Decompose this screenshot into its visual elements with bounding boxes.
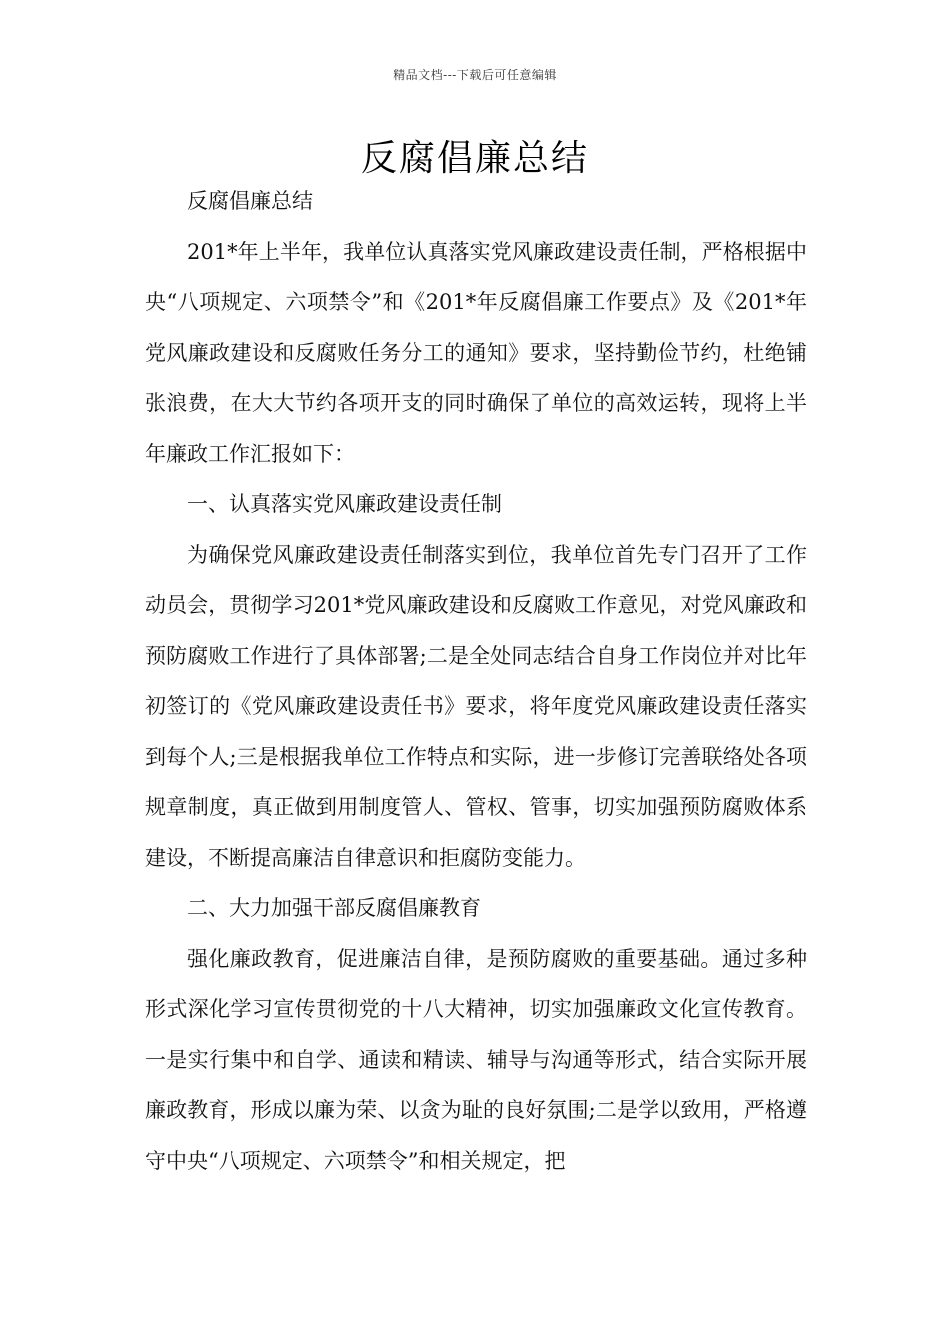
paragraph-section-2: 强化廉政教育，促进廉洁自律，是预防腐败的重要基础。通过多种形式深化学习宣传贯彻党的十八大精神，切实加强廉政文化宣传教育。一是实行集中和自学、通读和精读、辅导与沟通等形式，结合实际开展廉政教育，形成以廉为荣、以贪为耻的良好氛围;二是学以致用，严格遵守中央“八项规定、六项禁令”和相关规定，把: [145, 946, 807, 1173]
paragraph-section-1: 为确保党风廉政建设责任制落实到位，我单位首先专门召开了工作动员会，贯彻学习201*党风廉政建设和反腐败工作意见，对党风廉政和预防腐败工作进行了具体部署;二是全处同志结合自身工作岗位并对比年初签订的《党风廉政建设责任书》要求，将年度党风廉政建设责任落实到每个人;三是根据我单位工作特点和实际，进一步修订完善联络处各项规章制度，真正做到用制度管人、管权、管事，切实加强预防腐败体系建设，不断提高廉洁自律意识和拒腐防变能力。: [145, 542, 807, 870]
document-body: [145, 176, 807, 1186]
header-note: 精品文档---下载后可任意编辑: [393, 68, 557, 82]
paragraph-subtitle: 反腐倡廉总结: [187, 189, 313, 213]
section-heading-2: 二、大力加强干部反腐倡廉教育: [187, 896, 481, 920]
section-heading-1: 一、认真落实党风廉政建设责任制: [187, 492, 502, 516]
paragraph-intro: 201*年上半年，我单位认真落实党风廉政建设责任制，严格根据中央“八项规定、六项禁令”和《201*年反腐倡廉工作要点》及《201*年党风廉政建设和反腐败任务分工的通知》要求，坚持勤俭节约，杜绝铺张浪费，在大大节约各项开支的同时确保了单位的高效运转，现将上半年廉政工作汇报如下：: [145, 239, 807, 466]
document-title: 反腐倡廉总结: [360, 138, 589, 179]
